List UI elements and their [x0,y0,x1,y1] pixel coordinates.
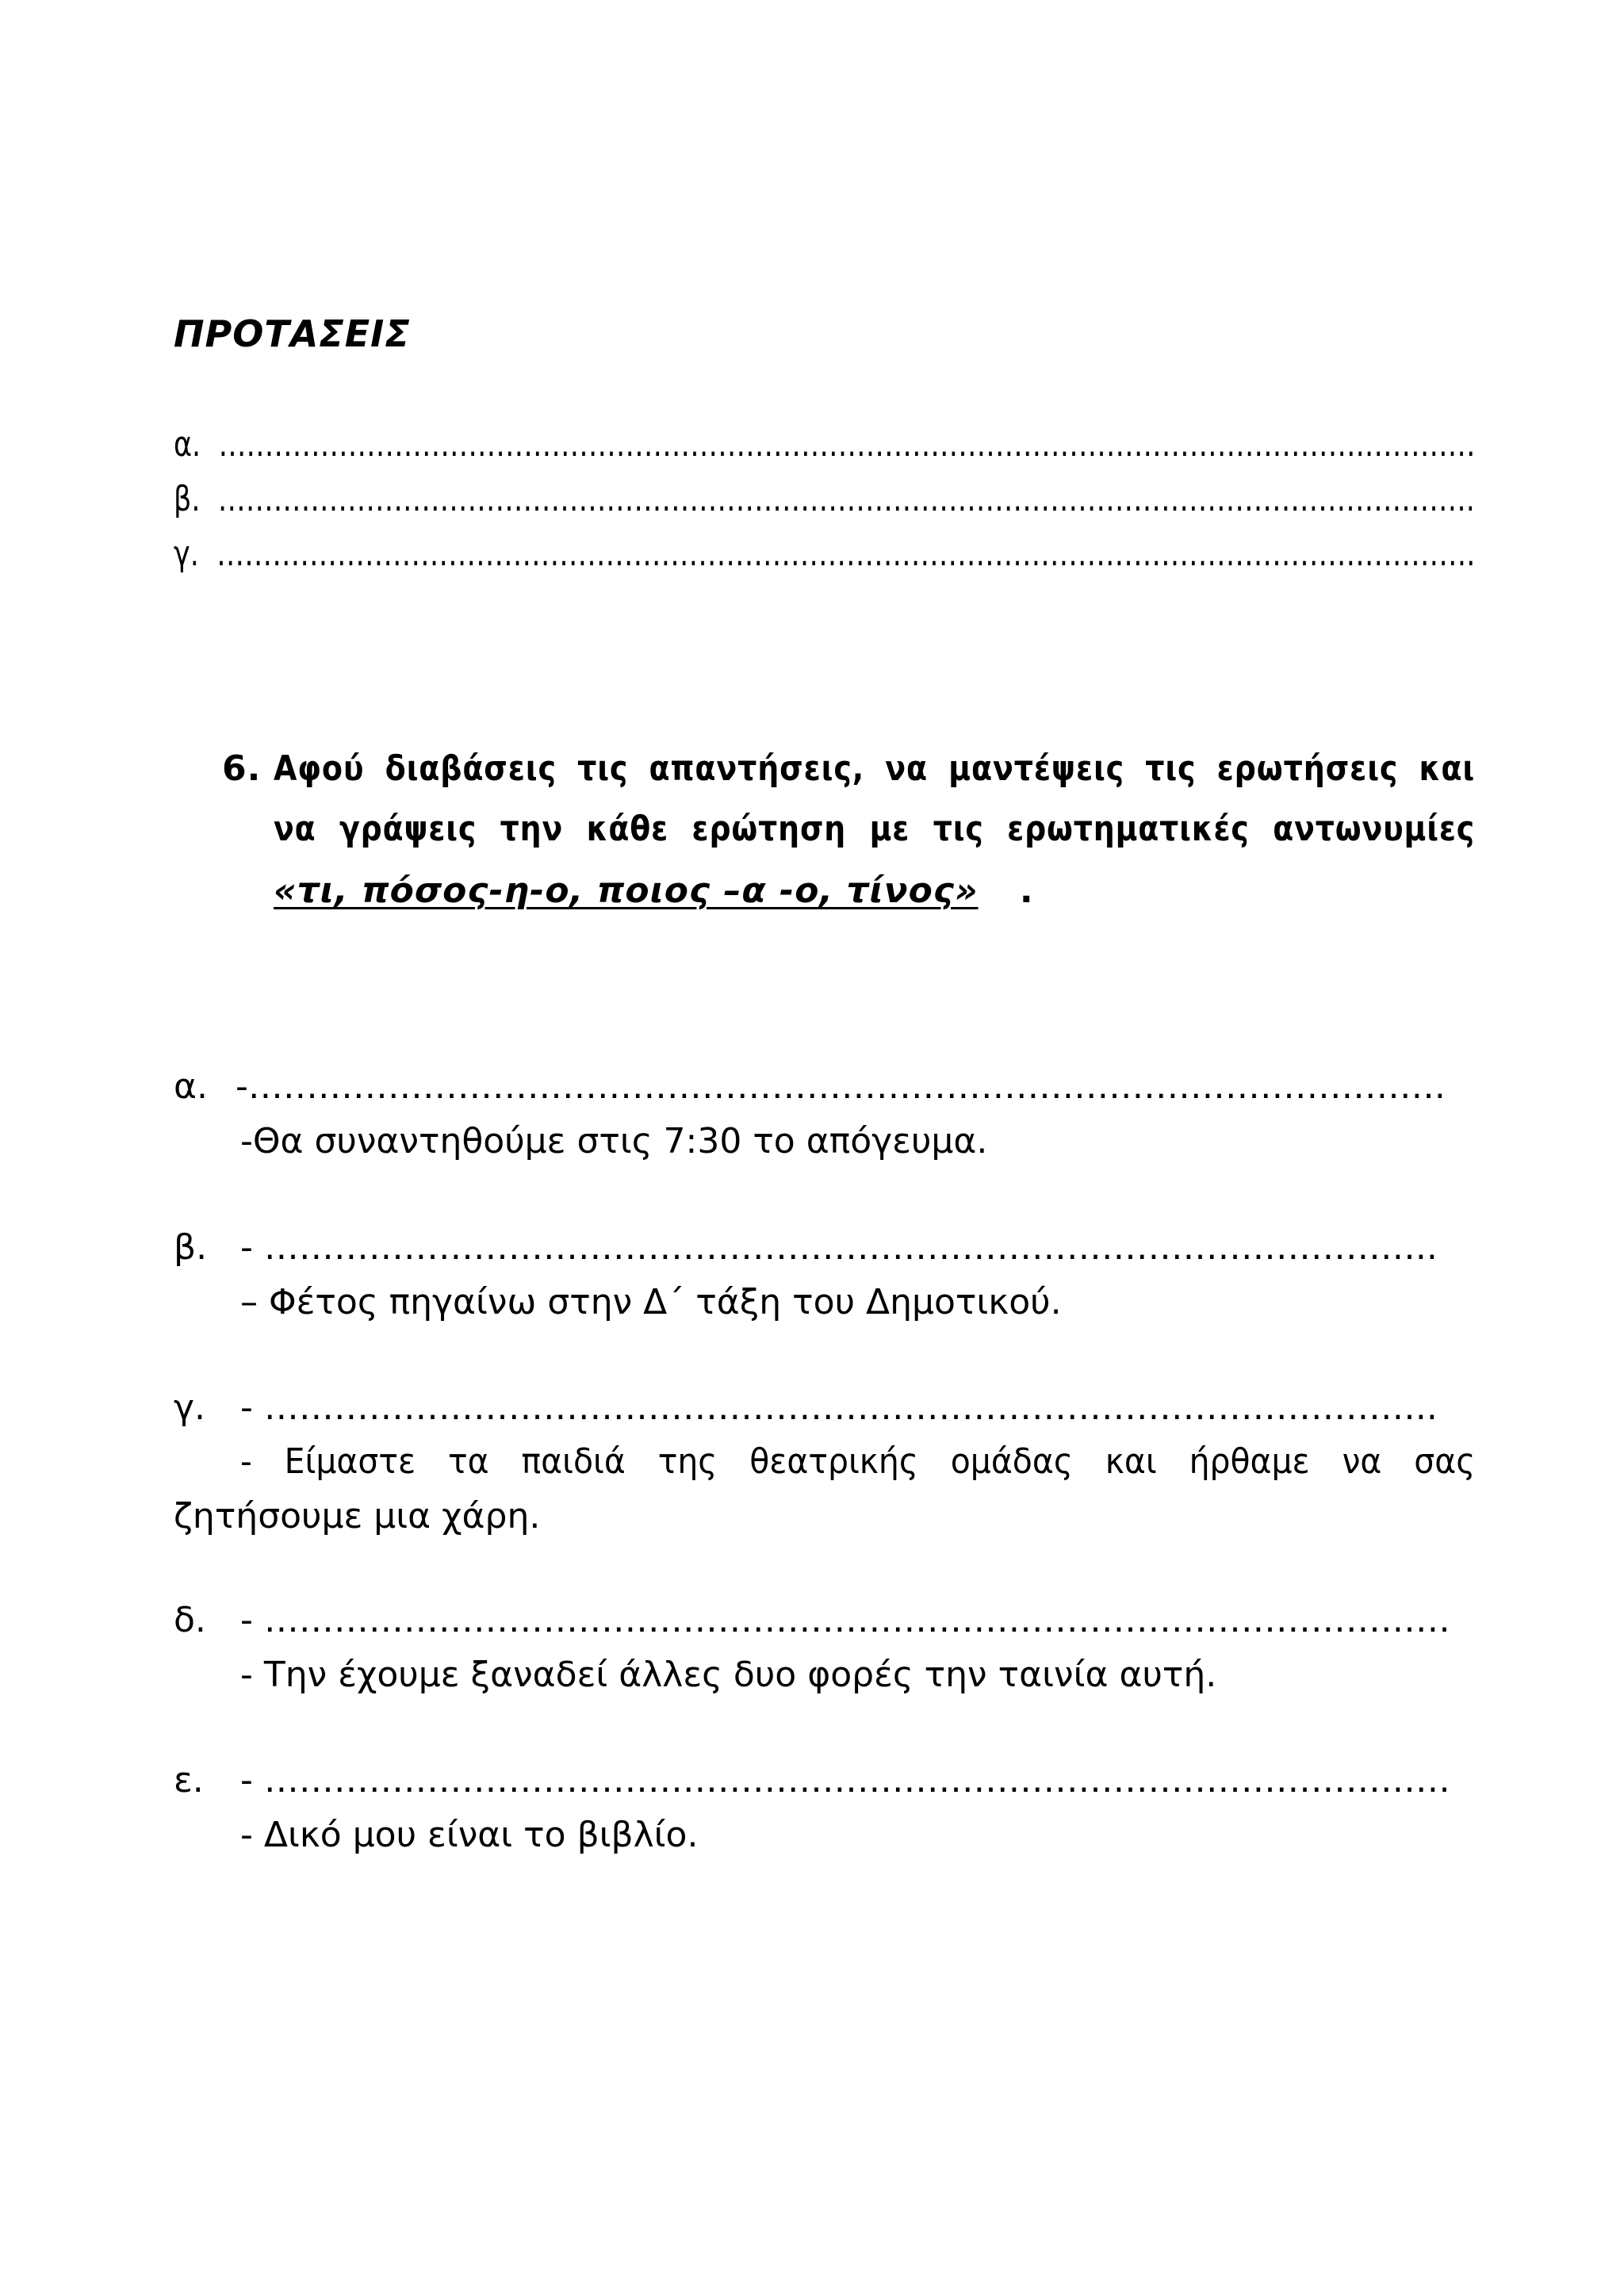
answer-marker-b: β. [174,1227,208,1268]
answer-marker-d: δ. [174,1600,206,1640]
task-instruction-line-1: Αφού διαβάσεις τις απαντήσεις, να μαντέψεις τις ερωτήσεις και [274,748,1476,789]
answer-text-b: – Φέτος πηγαίνω στην Δ΄ τάξη του Δημοτικού. [240,1282,1062,1322]
answer-text-e: - Δικό μου είναι το βιβλίο. [240,1815,699,1855]
sentence-marker: β. [174,479,201,519]
sentence-marker: α. [174,424,201,465]
question-blank-a: -…………………………………………………………………………………………. [236,1066,1446,1107]
task-instruction-line-2: να γράψεις την κάθε ερώτηση με τις ερωτηματικές αντωνυμίες [274,809,1476,849]
sentence-blank: ………………………………………………………………………………………………………………………. [217,479,1475,519]
pronoun-list: «τι, πόσος-η-ο, ποιος –α -ο, τίνος» [274,871,979,911]
answer-text-c-continued: ζητήσουμε μια χάρη. [174,1496,541,1536]
sentence-marker: γ. [174,534,199,574]
sentence-line-b [174,479,1475,519]
section-heading: ΠΡΟΤΑΣΕΙΣ [174,312,411,355]
answer-marker-a: α. [174,1066,208,1107]
question-blank-d: - ………………………………………………………………………………………… [240,1600,1450,1640]
sentence-line-a [174,424,1476,465]
question-blank-b: - ……………………………………………………………………………………….. [240,1227,1438,1268]
task-number: 6. [222,748,262,789]
sentence-blank: …………………………………………………………………………………………………………….………… [218,424,1476,465]
answer-marker-e: ε. [174,1760,204,1800]
answer-text-d: - Την έχουμε ξαναδεί άλλες δυο φορές την ταινία αυτή. [240,1655,1217,1695]
sentence-blank: ………………………………………………………………………………………………………………………. [216,534,1476,574]
answer-text-a: -Θα συναντηθούμε στις 7:30 το απόγευμα. [240,1121,988,1161]
sentence-line-c [174,534,1475,574]
answer-marker-c: γ. [174,1387,206,1428]
answer-text-c: - Είμαστε τα παιδιά της θεατρικής ομάδας και ήρθαμε να σας [240,1441,1476,1482]
question-blank-c: - ……………………………………………………………………………………….. [240,1387,1438,1428]
task-instruction-line-3 [274,871,1034,911]
task-trailing-period: . [1019,871,1034,911]
question-blank-e: - ………………………………………………………………………………………… [240,1760,1450,1800]
